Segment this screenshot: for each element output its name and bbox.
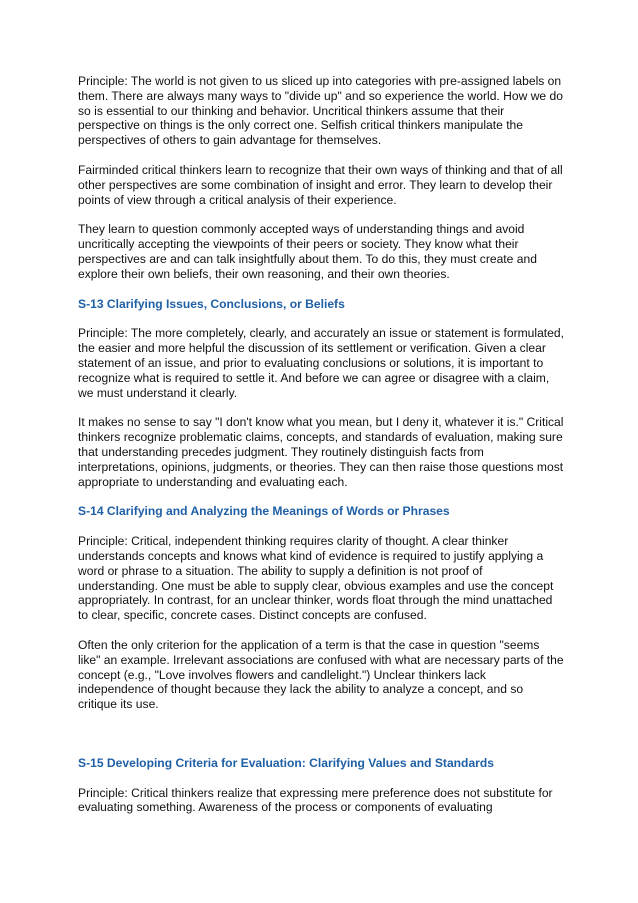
paragraph-perspectives-principle: Principle: The world is not given to us sliced up into categories with pre-assigned labels on them. There are always many ways to "divide up" and so experience the world. How we do so is essential to our thinking and behavior. Uncritical thinkers assume that their perspective on things is the only correct one. Selfish critical thinkers manipulate the perspectives of others to gain advantage for themselves. — [78, 74, 563, 148]
blank-space — [78, 727, 564, 756]
paragraph-s13-principle: Principle: The more completely, clearly, and accurately an issue or statement is formulated, the easier and more helpful the discussion of its settlement or verification. Given a clear statement of an issue, and prior to evaluating conclusions or solutions, it is important to recognize what is required to settle it. And before we can agree or disagree with a claim, we must understand it clearly. — [78, 326, 564, 400]
paragraph-question-accepted-ways: They learn to question commonly accepted ways of understanding things and avoid uncritically accepting the viewpoints of their peers or society. They know what their perspectives are and can talk insightfully about them. To do this, they must create and explore their own beliefs, their own reasoning, and their own theories. — [78, 222, 537, 281]
paragraph-s14-principle: Principle: Critical, independent thinking requires clarity of thought. A clear thinker understands concepts and knows what kind of evidence is required to justify applying a word or phrase to a situation. The ability to supply a definition is not proof of understanding. One must be able to supply clear, obvious examples and use the concept appropriately. In contrast, for an unclear thinker, words float through the mind unattached to clear, specific, concrete cases. Distinct concepts are confused. — [78, 534, 554, 623]
paragraph-fairminded-thinkers: Fairminded critical thinkers learn to recognize that their own ways of thinking and that of all other perspectives are some combination of insight and error. They learn to develop their points of view through a critical analysis of their experience. — [78, 162, 563, 207]
section-heading-s15: S-15 Developing Criteria for Evaluation: Clarifying Values and Standards — [78, 755, 494, 770]
paragraph-s13-judgment: It makes no sense to say "I don't know what you mean, but I deny it, whatever it is." Critical thinkers recognize problematic claims, concepts, and standards of evaluation, making sure that understanding precedes judgment. They routinely distinguish facts from interpretations, opinions, judgments, or theories. They can then raise those questions most appropriate to understanding and evaluating each. — [78, 415, 564, 489]
section-heading-s13: S-13 Clarifying Issues, Conclusions, or Beliefs — [78, 296, 345, 311]
document-page — [78, 74, 564, 830]
paragraph-s15-principle: Principle: Critical thinkers realize that expressing mere preference does not substitute for evaluating something. Awareness of the process or components of evaluating — [78, 785, 553, 815]
section-heading-s14: S-14 Clarifying and Analyzing the Meanings of Words or Phrases — [78, 504, 450, 519]
paragraph-s14-criterion: Often the only criterion for the application of a term is that the case in question "seems like" an example. Irrelevant associations are confused with what are necessary parts of the concept (e.g., "Love involves flowers and candlelight.") Unclear thinkers lack independence of thought because they lack the ability to analyze a concept, and so critique its use. — [78, 637, 564, 712]
